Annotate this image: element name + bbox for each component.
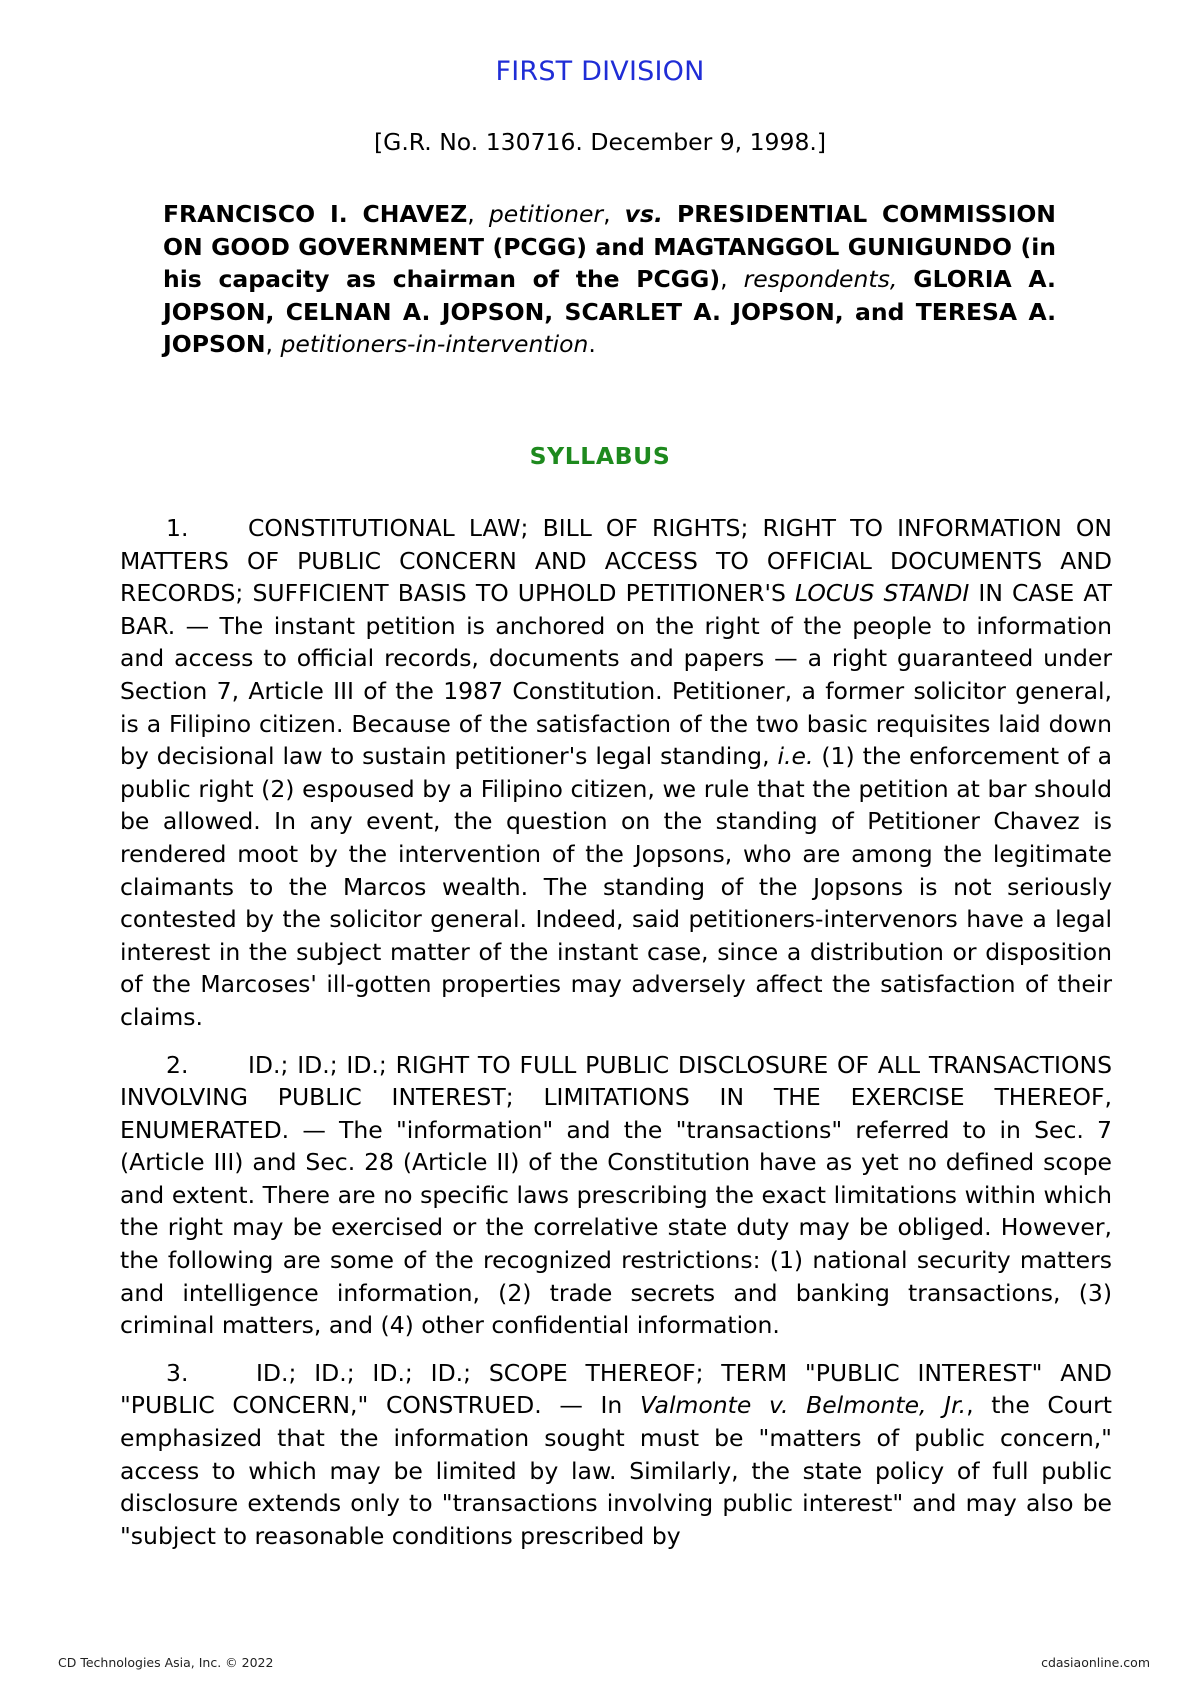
syllabus-item — [120, 1049, 1112, 1342]
item-text: ID.; ID.; ID.; ID.; SCOPE THEREOF; TERM "PUBLIC INTEREST" AND "PUBLIC CONCERN," CONSTRUED. — In — [120, 1358, 1112, 1420]
intervenors-role: petitioners-in-intervention — [280, 330, 589, 359]
item-text: CONSTITUTIONAL LAW; BILL OF RIGHTS; RIGHT TO INFORMATION ON MATTERS OF PUBLIC CONCERN AND ACCESS TO OFFICIAL DOCUMENTS AND RECORDS; SUFFICIENT BASIS TO UPHOLD PETITIONER'S — [120, 514, 1112, 608]
item-text: ID.; ID.; ID.; RIGHT TO FULL PUBLIC DISCLOSURE OF ALL TRANSACTIONS INVOLVING PUBLIC INTEREST; LIMITATIONS IN THE EXERCISE THEREOF, ENUMERATED. — The "information" and the "transactions" referred to in Sec. 7 (Article III) and Sec. 28 (Article II) of the Constitution have as yet no defined scope and extent. There are no specific laws prescribing the exact limitations within which the right may be exercised or the correlative state duty may be obliged. However, the following are some of the recognized restrictions: (1) national security matters and intelligence information, (2) trade secrets and banking transactions, (3) criminal matters, and (4) other confidential information. — [120, 1050, 1112, 1340]
respondents-names: PRESIDENTIAL COMMISSION ON GOOD GOVERNMENT (PCGG) and MAGTANGGOL GUNIGUNDO (in his capacity as chairman of the PCGG) — [163, 200, 1056, 294]
footer-copyright: CD Technologies Asia, Inc. © 2022 — [58, 1655, 274, 1670]
division-heading: FIRST DIVISION — [495, 56, 705, 87]
intervenors-names: GLORIA A. JOPSON, CELNAN A. JOPSON, SCARLET A. JOPSON, and TERESA A. JOPSON — [163, 265, 1056, 359]
item-number: 2. — [166, 1050, 189, 1079]
petitioner-role: petitioner — [488, 200, 604, 228]
petitioner-name: FRANCISCO I. CHAVEZ — [163, 200, 468, 228]
item-italic: LOCUS STANDI — [794, 579, 970, 608]
footer-site: cdasiaonline.com — [1041, 1655, 1150, 1670]
item-text: (1) the enforcement of a public right (2) espoused by a Filipino citizen, we rule that the petition at bar should be allowed. In any event, the question on the standing of Petitioner Chavez is rendered moot by the intervention of the Jopsons, who are among the legitimate claimants to the Marcos wealth. The standing of the Jopsons is not seriously contested by the solicitor general. Indeed, said petitioners-intervenors have a legal interest in the subject matter of the instant case, since a distribution or disposition of the Marcoses' ill-gotten properties may adversely affect the satisfaction of their claims. — [120, 742, 1113, 1031]
item-number: 1. — [166, 514, 189, 542]
case-number: [G.R. No. 130716. December 9, 1998.] — [373, 128, 827, 156]
versus-label: vs. — [624, 200, 663, 228]
syllabus-heading: SYLLABUS — [529, 442, 671, 470]
item-number: 3. — [166, 1358, 189, 1387]
item-text: IN CASE AT BAR. — The instant petition is anchored on the right of the people to information and access to official records, documents and papers — a right guaranteed under Section 7, Article III of the 1987 Constitution. Petitioner, a former solicitor general, is a Filipino citizen. Because of the satisfaction of the two basic requisites laid down by decisional law to sustain petitioner's legal standing, — [120, 579, 1112, 771]
syllabus-body — [120, 512, 1112, 1567]
syllabus-item — [120, 512, 1112, 1034]
item-text: , the Court emphasized that the information sought must be "matters of public concern," access to which may be limited by law. Similarly, the state policy of full public disclosure extends only to "transactions involving public interest" and may also be "subject to reasonable conditions prescribed by — [120, 1391, 1112, 1550]
case-parties: FRANCISCO I. CHAVEZ, petitioner, vs. PRESIDENTIAL COMMISSION ON GOOD GOVERNMENT (PCGG) and MAGTANGGOL GUNIGUNDO (in his capacity as chairman of the PCGG), respondents, GLORIA A. JOPSON, CELNAN A. JOPSON, SCARLET A. JOPSON, and TERESA A. JOPSON, petitioners-in-intervention. — [163, 200, 1056, 359]
syllabus-item — [120, 1357, 1112, 1553]
respondents-role: respondents, — [743, 265, 898, 294]
item-italic: i.e. — [777, 742, 814, 771]
item-italic: Valmonte v. Belmonte, Jr. — [639, 1391, 967, 1420]
